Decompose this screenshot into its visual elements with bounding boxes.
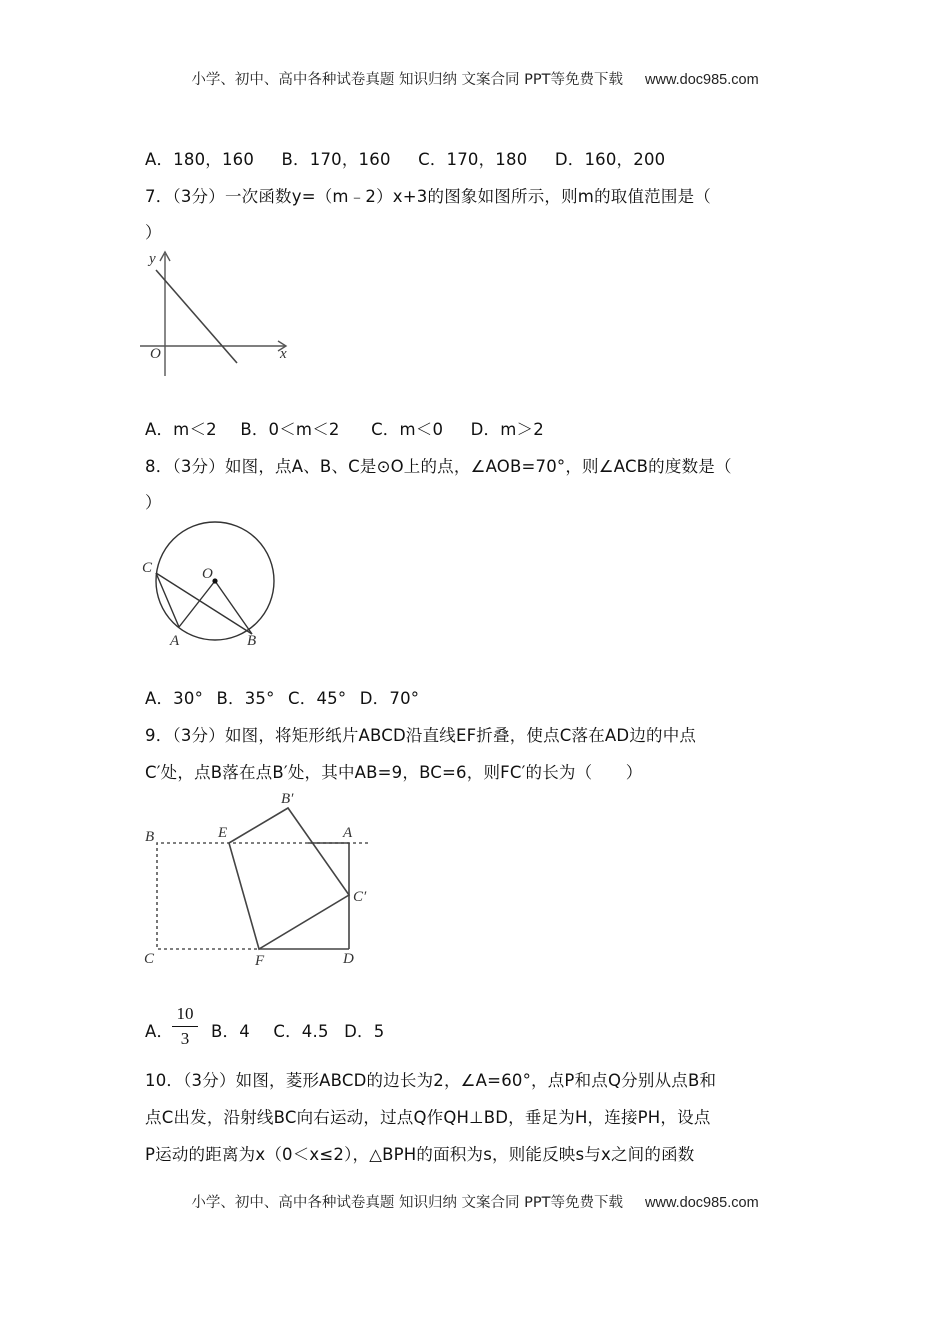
q8-figure-circle [135, 515, 285, 655]
q6-option-d: D．160，200 [554, 150, 666, 169]
q8-option-a: A．30° [145, 689, 204, 708]
q9-options-rest [211, 1018, 384, 1042]
label-e: E [218, 825, 228, 841]
q7-options [145, 416, 544, 440]
label-x: x [280, 346, 287, 362]
q6-option-c: C．170，180 [418, 150, 528, 169]
q9-option-a-prefix: A． [145, 1022, 174, 1041]
segment-ao [179, 581, 215, 627]
label-c: C [144, 951, 155, 967]
q10-stem-line2: 点C出发，沿射线BC向右运动，过点Q作QH⊥BD，垂足为H，连接PH，设点 [145, 1108, 711, 1127]
q7-option-c: C．m＜0 [371, 420, 444, 439]
q7-option-d: D．m＞2 [470, 420, 544, 439]
q8-stem-line1: 8．（3分）如图，点A、B、C是⊙O上的点，∠AOB=70°，则∠ACB的度数是（ [145, 457, 732, 476]
q9-stem-line2: C′处，点B落在点B′处，其中AB=9，BC=6，则FC′的长为（ ） [145, 763, 643, 782]
fraction-bar [172, 1026, 198, 1027]
q9-option-a-fraction [172, 1004, 198, 1049]
label-o: O [202, 566, 213, 582]
footer-url[interactable]: www.doc985.com [645, 1195, 759, 1211]
q8-option-d: D．70° [359, 689, 420, 708]
fraction-numerator: 10 [176, 1004, 194, 1023]
label-a: A [170, 633, 180, 649]
fraction-denominator: 3 [180, 1029, 190, 1048]
footer-text: 小学、初中、高中各种试卷真题 知识归纳 文案合同 PPT等免费下载 [191, 1195, 624, 1211]
q6-option-a: A．180，160 [145, 150, 255, 169]
label-y: y [149, 251, 156, 267]
segment-ob [215, 581, 252, 634]
q7-option-a: A．m＜2 [145, 420, 217, 439]
q9-option-d: D．5 [344, 1022, 385, 1041]
label-b: B [145, 829, 155, 845]
header-text: 小学、初中、高中各种试卷真题 知识归纳 文案合同 PPT等免费下载 [191, 72, 624, 88]
q9-stem-line1: 9．（3分）如图，将矩形纸片ABCD沿直线EF折叠，使点C落在AD边的中点 [145, 726, 697, 745]
q9-figure-fold [138, 785, 378, 970]
folded-quadrilateral [229, 808, 349, 949]
q8-option-c: C．45° [288, 689, 347, 708]
q7-stem-line1: 7．（3分）一次函数y=（m﹣2）x+3的图象如图所示，则m的取值范围是（ [145, 187, 711, 206]
segment-cb [156, 573, 252, 634]
q7-figure-linear-graph [140, 246, 300, 381]
q10-stem-line3: P运动的距离为x（0＜x≤2），△BPH的面积为s，则能反映s与x之间的函数 [145, 1145, 695, 1164]
q6-options [145, 146, 665, 170]
q10-stem-line1: 10．（3分）如图，菱形ABCD的边长为2，∠A=60°，点P和点Q分别从点B和 [145, 1071, 717, 1090]
label-f: F [255, 953, 265, 969]
label-a: A [343, 825, 353, 841]
q7-option-b: B．0＜m＜2 [240, 420, 340, 439]
q8-stem-line2: ） [145, 493, 162, 512]
label-c: C [142, 560, 153, 576]
header-url[interactable]: www.doc985.com [645, 72, 759, 88]
page-footer [0, 1191, 950, 1212]
q8-option-b: B．35° [216, 689, 275, 708]
label-d: D [343, 951, 354, 967]
page-header [0, 68, 950, 89]
q9-option-b: B．4 [211, 1022, 250, 1041]
label-b: B [247, 633, 257, 649]
original-rectangle-dashed [157, 843, 368, 949]
q8-options [145, 685, 419, 709]
label-b-prime: B′ [281, 791, 294, 807]
center-point [212, 578, 217, 583]
function-line [156, 270, 237, 363]
label-c-prime: C′ [353, 889, 367, 905]
label-origin: O [150, 346, 161, 362]
q6-option-b: B．170，160 [281, 150, 391, 169]
q7-stem-line2: ） [145, 223, 162, 242]
q9-option-c: C．4.5 [273, 1022, 329, 1041]
